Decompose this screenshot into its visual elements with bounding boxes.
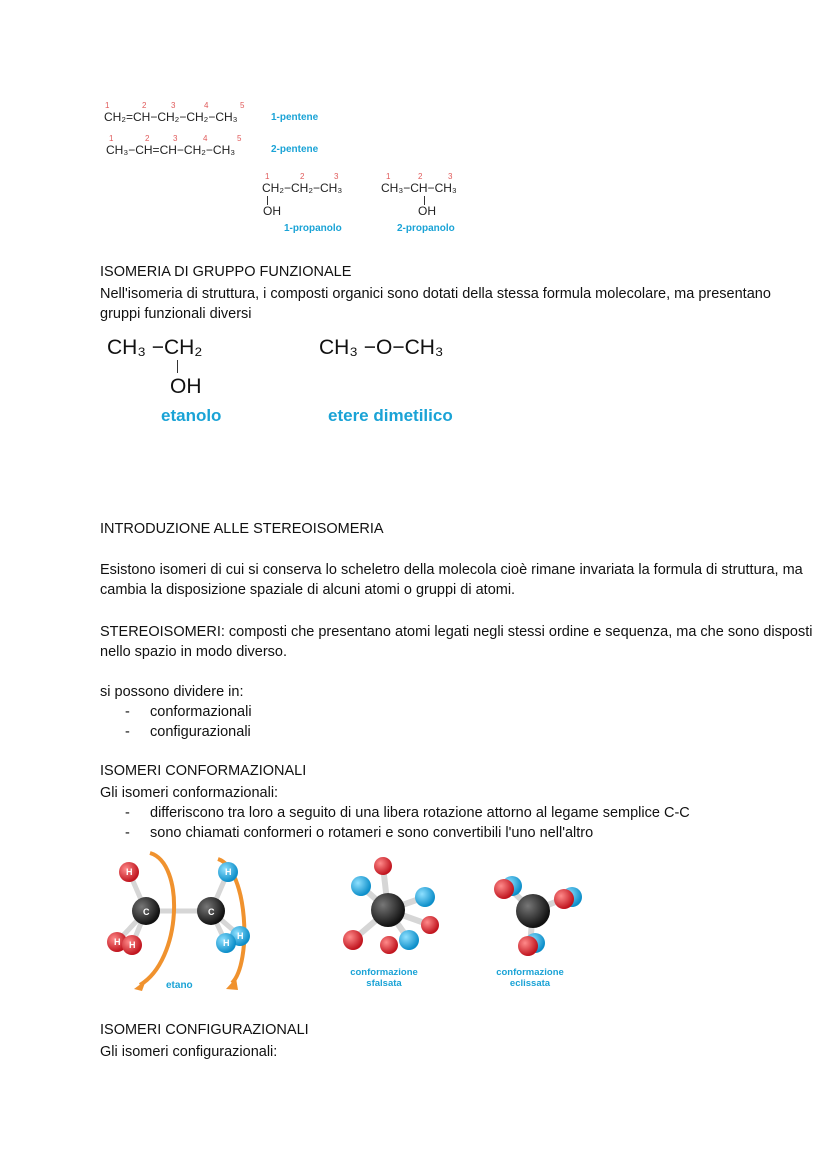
atom-number: 2 <box>145 134 150 143</box>
staggered-label-line-2: sfalsata <box>366 978 402 989</box>
ethanol-name: etanolo <box>161 406 222 425</box>
hydrogen-atom <box>518 936 538 956</box>
propanol-2-formula: CH₃−CH−CH₃ <box>381 181 457 195</box>
stereo-list-intro: si possono dividere in: <box>100 684 244 700</box>
conformational-intro: Gli isomeri conformazionali: <box>100 785 279 801</box>
atom-label: H <box>223 938 230 948</box>
eclipsed-model <box>494 876 582 989</box>
hydrogen-atom <box>421 916 439 934</box>
propanol-2-oh: OH <box>418 204 436 218</box>
stereo-heading: INTRODUZIONE ALLE STEREOISOMERIA <box>100 521 384 537</box>
atom-label: H <box>225 867 232 877</box>
atom-label: C <box>208 907 215 917</box>
hydrogen-atom <box>374 857 392 875</box>
propanol-1-oh: OH <box>263 204 281 218</box>
conformers-figure <box>0 845 620 1000</box>
pentene-1-name: 1-pentene <box>271 112 319 123</box>
atom-number: 5 <box>237 134 242 143</box>
configurational-heading: ISOMERI CONFIGURAZIONALI <box>100 1022 309 1038</box>
ethanol-oh: OH <box>170 375 202 398</box>
atom-number: 4 <box>203 134 208 143</box>
atom-number: 3 <box>173 134 178 143</box>
ethanol-formula: CH₃ −CH₂ <box>107 336 203 359</box>
hydrogen-atom <box>415 887 435 907</box>
hydrogen-atom <box>399 930 419 950</box>
ethane-model <box>107 853 250 991</box>
ether-name: etere dimetilico <box>328 406 453 425</box>
atom-number: 1 <box>109 134 114 143</box>
eclipsed-label-line-1: conformazione <box>496 967 564 978</box>
list-item: - conformazionali <box>100 702 252 722</box>
stereo-paragraph-2: STEREOISOMERI: composti che presentano atomi legati negli stessi ordine e sequenza, ma che sono disposti nello spazio in modo diverso. <box>100 624 813 660</box>
atom-number: 2 <box>142 101 147 110</box>
atom-label: H <box>126 867 133 877</box>
atom-number: 1 <box>265 172 270 181</box>
pentene-2-name: 2-pentene <box>271 144 319 155</box>
atom-number: 3 <box>334 172 339 181</box>
eclipsed-label-line-2: eclissata <box>509 978 551 989</box>
list-item: - sono chiamati conformeri o rotameri e sono convertibili l'uno nell'altro <box>100 823 690 843</box>
list-item: - differiscono tra loro a seguito di una libera rotazione attorno al legame semplice C-C <box>100 803 690 823</box>
ether-formula: CH₃ −O−CH₃ <box>319 336 444 359</box>
functional-group-text: Nell'isomeria di struttura, i composti organici sono dotati della stessa formula molecolare, ma presentano gruppi funzionali diversi <box>100 286 771 322</box>
pentene-2-formula: CH₃−CH=CH−CH₂−CH₃ <box>106 143 236 157</box>
hydrogen-atom <box>351 876 371 896</box>
hydrogen-atom <box>494 879 514 899</box>
carbon-atom <box>516 894 550 928</box>
atom-label: H <box>237 931 244 941</box>
atom-number: 1 <box>386 172 391 181</box>
atom-label: H <box>114 937 121 947</box>
atom-label: H <box>129 940 136 950</box>
atom-number: 3 <box>448 172 453 181</box>
conformational-heading: ISOMERI CONFORMAZIONALI <box>100 763 307 779</box>
hydrogen-atom <box>554 889 574 909</box>
list-item: - configurazionali <box>100 722 252 742</box>
stereo-paragraph-1: Esistono isomeri di cui si conserva lo scheletro della molecola cioè rimane invariata la formula di struttura, ma cambia la disposizione spaziale di alcuni atomi o gruppi di atomi. <box>100 562 803 598</box>
propanol-2-name: 2-propanolo <box>397 223 455 234</box>
pentene-1-formula: CH₂=CH−CH₂−CH₂−CH₃ <box>104 110 238 124</box>
atom-number: 1 <box>105 101 110 110</box>
atom-label: C <box>143 907 150 917</box>
atom-number: 5 <box>240 101 245 110</box>
conformational-list <box>100 803 690 843</box>
atom-number: 2 <box>300 172 305 181</box>
carbon-atom <box>371 893 405 927</box>
atom-number: 2 <box>418 172 423 181</box>
propanol-1-name: 1-propanolo <box>284 223 342 234</box>
atom-number: 4 <box>204 101 209 110</box>
hydrogen-atom <box>343 930 363 950</box>
bond-line <box>177 360 178 373</box>
stereo-list <box>100 702 252 742</box>
functional-group-heading: ISOMERIA DI GRUPPO FUNZIONALE <box>100 264 352 280</box>
atom-number: 3 <box>171 101 176 110</box>
hydrogen-atom <box>380 936 398 954</box>
ethane-label: etano <box>166 980 193 991</box>
staggered-label-line-1: conformazione <box>350 967 418 978</box>
staggered-model <box>343 857 439 989</box>
configurational-intro: Gli isomeri configurazionali: <box>100 1044 278 1060</box>
propanol-1-formula: CH₂−CH₂−CH₃ <box>262 181 343 195</box>
